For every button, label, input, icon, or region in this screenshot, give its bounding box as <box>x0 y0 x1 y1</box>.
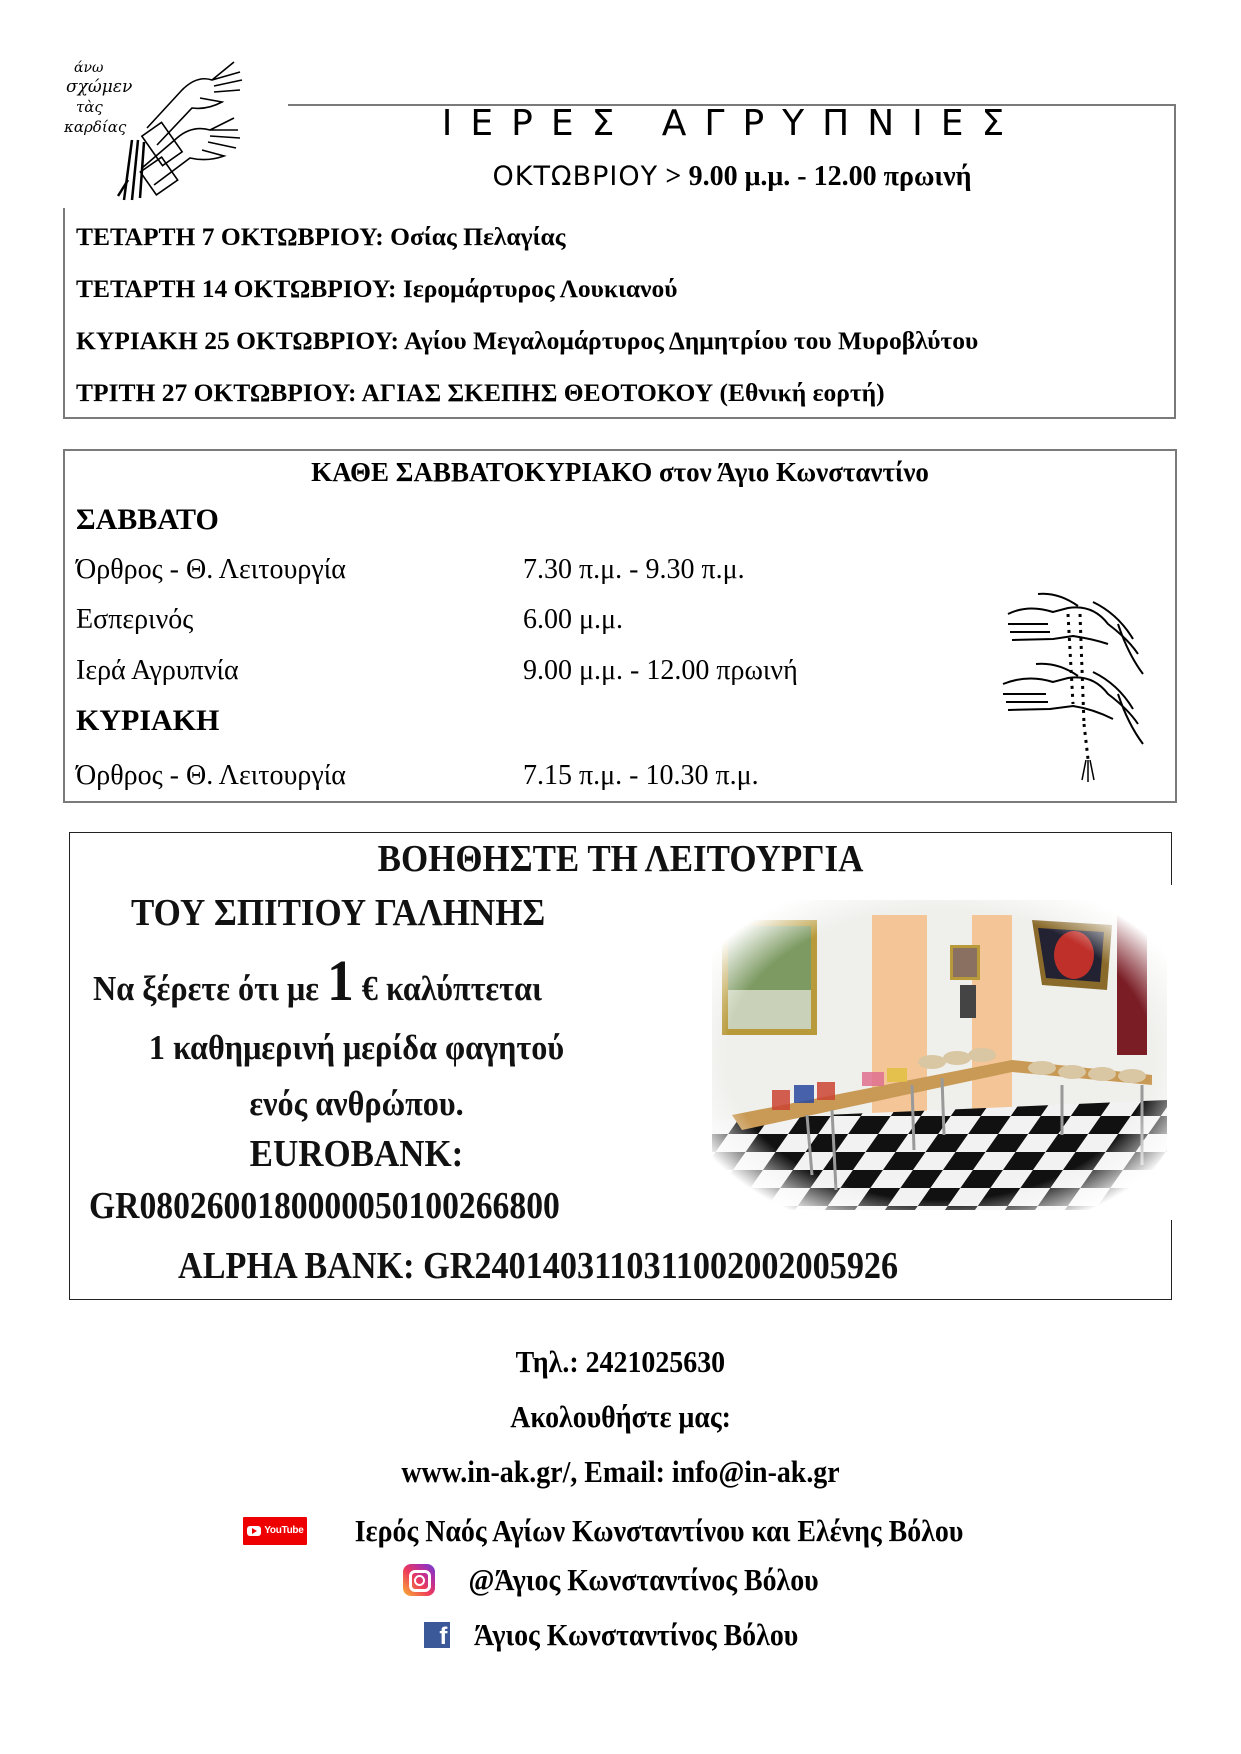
vigil-item <box>76 324 978 358</box>
phone-number: Τηλ.: 2421025630 <box>515 1344 726 1379</box>
phone-line <box>0 1342 1241 1382</box>
vigils-time: 9.00 μ.μ. - 12.00 πρωινή <box>688 161 972 192</box>
vigil-feast: Ιερομάρτυρος Λουκιανού <box>402 274 678 303</box>
youtube-badge-text: YouTube <box>264 1525 304 1536</box>
service-time: 7.15 π.μ. - 10.30 π.μ. <box>523 760 759 791</box>
eurobank-iban: GR0802600180000050100266800 <box>89 1185 560 1227</box>
vigil-feast: Αγίου Μεγαλομάρτυρος Δημητρίου του Μυροβλύτου <box>403 326 979 355</box>
logo-caption-3: τὰς <box>76 98 103 116</box>
vigils-title: ΙΕΡΕΣ ΑΓΡΥΠΝΙΕΣ <box>441 103 1023 144</box>
vigils-subtitle <box>288 158 1176 195</box>
instagram-handle-link[interactable]: @Άγιος Κωνσταντίνος Βόλου <box>468 1562 819 1597</box>
instagram-icon[interactable] <box>403 1564 435 1596</box>
hands-prayer-rope-illustration <box>998 584 1148 784</box>
follow-us-line <box>0 1397 1241 1437</box>
vigil-feast: Οσίας Πελαγίας <box>390 222 566 251</box>
vigil-feast: ΑΓΙΑΣ ΣΚΕΠΗΣ ΘΕΟΤΟΚΟΥ (Εθνική εορτή) <box>361 378 885 407</box>
vigil-date: ΤΕΤΑΡΤΗ 7 ΟΚΤΩΒΡΙΟΥ: <box>76 222 384 251</box>
facebook-line <box>0 1614 1241 1655</box>
donation-cost-post: € καλύπτεται <box>361 969 542 1008</box>
facebook-icon[interactable]: f <box>424 1622 450 1648</box>
donation-cost-line <box>93 948 542 1015</box>
donation-heading-line1: ΒΟΗΘΗΣΤΕ ΤΗ ΛΕΙΤΟΥΡΓΙΑ <box>377 838 864 880</box>
vigil-item <box>76 376 885 410</box>
vigil-item <box>76 220 565 254</box>
donation-meal-line: 1 καθημερινή μερίδα φαγητού <box>148 1028 565 1067</box>
logo-caption-4: καρδίας <box>64 118 127 136</box>
service-name: Εσπερινός <box>76 604 194 635</box>
web-email-line <box>0 1452 1241 1492</box>
vigil-date: ΚΥΡΙΑΚΗ 25 ΟΚΤΩΒΡΙΟΥ: <box>76 326 399 355</box>
instagram-line <box>0 1560 1241 1606</box>
logo-hands-inscription <box>62 50 262 202</box>
logo-caption-2: σχώμεν <box>66 77 133 97</box>
vigils-arrow: > <box>665 161 682 192</box>
donation-amount: 1 <box>327 948 354 1013</box>
service-time: 6.00 μ.μ. <box>523 604 624 635</box>
sunday-label: ΚΥΡΙΑΚΗ <box>76 704 220 737</box>
food-distribution-photo <box>712 900 1167 1210</box>
donation-heading-line2: ΤΟΥ ΣΠΙΤΙΟΥ ΓΑΛΗΝΗΣ <box>131 892 546 934</box>
service-name: Όρθρος - Θ. Λειτουργία <box>76 554 346 585</box>
youtube-channel-link[interactable]: Ιερός Ναός Αγίων Κωνσταντίνου και Ελένης Βόλου <box>355 1513 964 1548</box>
eurobank-label: EUROBANK: <box>249 1133 464 1175</box>
facebook-page-link[interactable]: Άγιος Κωνσταντίνος Βόλου <box>474 1617 799 1652</box>
vigil-date: ΤΡΙΤΗ 27 ΟΚΤΩΒΡΙΟΥ: <box>76 378 357 407</box>
play-icon <box>247 1526 261 1536</box>
youtube-icon[interactable] <box>243 1517 307 1545</box>
service-name: Ιερά Αγρυπνία <box>76 655 239 686</box>
service-name: Όρθρος - Θ. Λειτουργία <box>76 760 346 791</box>
vigils-month: ΟΚΤΩΒΡΙΟΥ <box>492 161 659 192</box>
service-time: 9.00 μ.μ. - 12.00 πρωινή <box>523 655 798 686</box>
web-email-link[interactable]: www.in-ak.gr/, Email: info@in-ak.gr <box>401 1454 840 1489</box>
saturday-label: ΣΑΒΒΑΤΟ <box>76 503 219 536</box>
alphabank-iban: ALPHA BANK: GR2401403110311002002005926 <box>178 1245 899 1287</box>
vigil-date: ΤΕΤΑΡΤΗ 14 ΟΚΤΩΒΡΙΟΥ: <box>76 274 397 303</box>
donation-person-line: ενός ανθρώπου. <box>249 1084 464 1123</box>
youtube-line <box>0 1506 1241 1551</box>
donation-cost-pre: Να ξέρετε ότι με <box>93 969 320 1008</box>
follow-us-label: Ακολουθήστε μας: <box>510 1399 731 1434</box>
service-time: 7.30 π.μ. - 9.30 π.μ. <box>523 554 745 585</box>
logo-caption-1: άνω <box>74 60 104 76</box>
vigil-item <box>76 272 678 306</box>
weekend-title: ΚΑΘΕ ΣΑΒΒΑΤΟΚΥΡΙΑΚΟ στον Άγιο Κωνσταντίνο <box>311 457 929 487</box>
vigils-box-left-border <box>63 208 65 419</box>
